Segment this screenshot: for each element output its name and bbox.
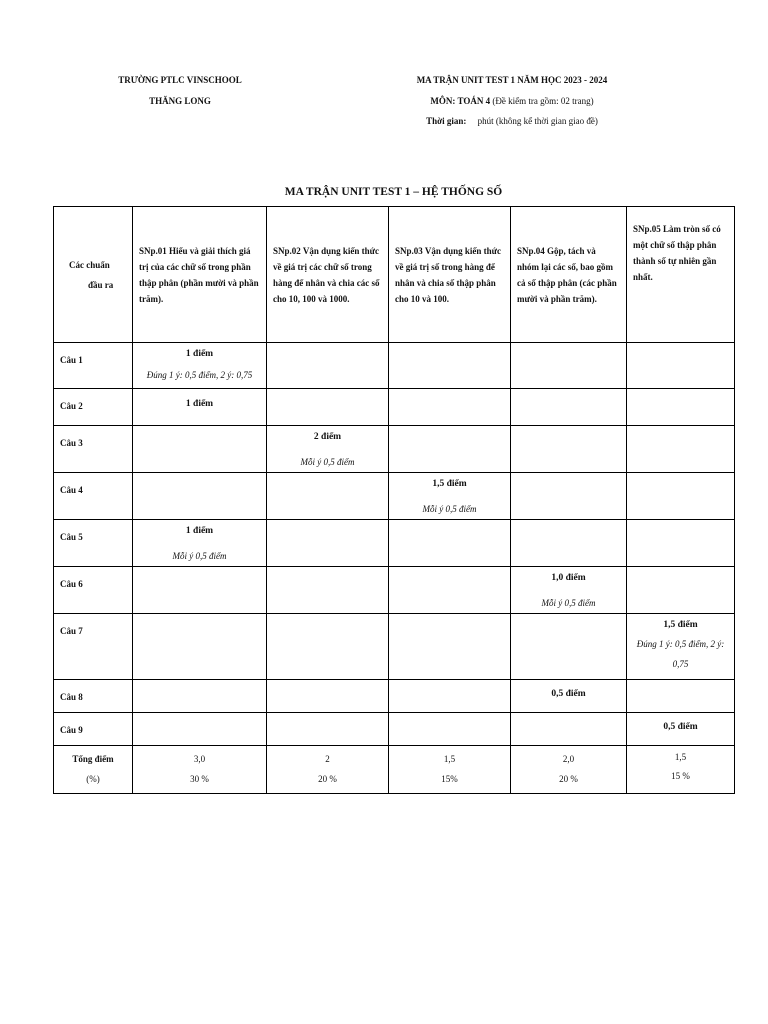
time-note: phút (không kể thời gian giao đề): [477, 116, 598, 126]
points-text: 0,5 điểm: [551, 689, 586, 699]
matrix-body: [54, 343, 735, 746]
matrix-cell: [511, 426, 627, 473]
matrix-cell: [267, 567, 389, 614]
stub-header-line2: đầu ra: [88, 279, 114, 290]
table-header-row: [54, 207, 735, 343]
matrix-cell: [389, 520, 511, 567]
time-label: Thời gian:: [426, 116, 467, 126]
question-label: Câu 1: [54, 343, 133, 389]
matrix-cell: [133, 473, 267, 520]
exam-title: MA TRẬN UNIT TEST 1 NĂM HỌC 2023 - 2024: [416, 75, 608, 85]
table-row: [54, 473, 735, 520]
total-percent: 20 %: [559, 774, 578, 784]
page-title: MA TRẬN UNIT TEST 1 – HỆ THỐNG SỐ: [284, 186, 503, 198]
total-cell-1: [133, 746, 267, 794]
matrix-cell: [627, 426, 735, 473]
matrix-cell: [389, 473, 511, 520]
matrix-cell: [267, 389, 389, 426]
scoring-note: Đúng 1 ý: 0,5 điểm, 2 ý: 0,75: [636, 639, 725, 669]
table-row: [54, 680, 735, 713]
total-score: 1,5: [443, 754, 456, 764]
matrix-cell: [133, 389, 267, 426]
scoring-note: Mỗi ý 0,5 điểm: [422, 504, 477, 514]
points-text: 0,5 điểm: [663, 722, 698, 732]
stub-header: [54, 207, 133, 343]
total-score: 3,0: [193, 754, 206, 764]
subject-note: (Đề kiểm tra gồm: 02 trang): [492, 96, 594, 106]
matrix-cell: [133, 343, 267, 389]
matrix-cell: [627, 389, 735, 426]
matrix-cell: [267, 713, 389, 746]
points-text: 1 điểm: [185, 399, 214, 409]
matrix-cell: [267, 520, 389, 567]
matrix-cell: [267, 680, 389, 713]
matrix-cell: [389, 426, 511, 473]
matrix-cell: [133, 680, 267, 713]
total-score: 2,0: [562, 754, 575, 764]
matrix-cell: [389, 389, 511, 426]
question-label: Câu 7: [54, 614, 133, 680]
standard-header-5: SNp.05 Làm tròn số có một chữ số thập phân thành số tự nhiên gần nhất.: [627, 207, 735, 343]
table-row: [54, 567, 735, 614]
matrix-cell: [511, 473, 627, 520]
matrix-cell: [267, 343, 389, 389]
assessment-matrix-table: [53, 206, 735, 794]
standard-header-2: SNp.02 Vận dụng kiến thức về giá trị các chữ số trong hàng để nhân và chia các số cho 10, 100 và 1000.: [267, 207, 389, 343]
question-label: Câu 9: [54, 713, 133, 746]
matrix-cell: [389, 614, 511, 680]
matrix-cell: [511, 343, 627, 389]
school-name-line1: TRƯỜNG PTLC VINSCHOOL: [118, 75, 242, 85]
matrix-cell: [389, 713, 511, 746]
matrix-cell: [389, 343, 511, 389]
matrix-cell: [627, 680, 735, 713]
total-percent: 15 %: [671, 771, 690, 781]
standard-header-3: SNp.03 Vận dụng kiến thức về giá trị số trong hàng để nhân và chia số thập phân cho 10 và 100.: [389, 207, 511, 343]
matrix-cell: [133, 520, 267, 567]
table-row: [54, 713, 735, 746]
matrix-cell: [511, 614, 627, 680]
table-row: [54, 343, 735, 389]
total-label-cell: [54, 746, 133, 794]
matrix-cell: [133, 426, 267, 473]
points-text: 1 điểm: [185, 349, 214, 359]
subject-line: [400, 95, 624, 107]
total-percent-label: (%): [86, 774, 100, 784]
question-label: Câu 8: [54, 680, 133, 713]
stub-header-line1: Các chuẩn: [69, 259, 110, 270]
total-score: 2: [325, 754, 330, 764]
question-label: Câu 4: [54, 473, 133, 520]
matrix-cell: [511, 520, 627, 567]
matrix-cell: [133, 614, 267, 680]
matrix-cell: [267, 473, 389, 520]
question-label: Câu 2: [54, 389, 133, 426]
points-text: 1,5 điểm: [663, 620, 698, 630]
total-cell-5: [627, 746, 735, 794]
school-name-line2: THĂNG LONG: [149, 96, 211, 106]
table-row: [54, 614, 735, 680]
time-line: [400, 115, 624, 127]
total-label: Tổng điểm: [72, 754, 114, 764]
matrix-cell: [267, 426, 389, 473]
total-cell-4: [511, 746, 627, 794]
total-percent: 20 %: [318, 774, 337, 784]
scoring-note: Đúng 1 ý: 0,5 điểm, 2 ý: 0,75: [146, 370, 253, 380]
standard-header-1: SNp.01 Hiểu và giải thích giá trị của các chữ số trong phần thập phân (phần mười và phần trăm).: [133, 207, 267, 343]
question-label: Câu 5: [54, 520, 133, 567]
matrix-cell: [627, 713, 735, 746]
points-text: 1 điểm: [185, 526, 214, 536]
total-cell-2: [267, 746, 389, 794]
matrix-cell: [627, 343, 735, 389]
matrix-cell: [389, 567, 511, 614]
total-percent: 30 %: [190, 774, 209, 784]
matrix-cell: [627, 473, 735, 520]
matrix-cell: [511, 680, 627, 713]
total-percent: 15%: [441, 774, 458, 784]
matrix-cell: [267, 614, 389, 680]
table-row: [54, 520, 735, 567]
matrix-cell: [511, 389, 627, 426]
total-cell-3: [389, 746, 511, 794]
question-label: Câu 6: [54, 567, 133, 614]
exam-info-block: [400, 74, 624, 127]
matrix-cell: [133, 713, 267, 746]
matrix-cell: [133, 567, 267, 614]
question-label: Câu 3: [54, 426, 133, 473]
total-row: [54, 746, 735, 794]
subject-label: MÔN: TOÁN 4: [430, 96, 491, 106]
matrix-cell: [627, 520, 735, 567]
matrix-cell: [511, 567, 627, 614]
school-name-block: [110, 74, 250, 107]
points-text: 1,0 điểm: [551, 573, 586, 583]
matrix-cell: [389, 680, 511, 713]
points-text: 2 điểm: [313, 432, 342, 442]
matrix-cell: [627, 614, 735, 680]
table-row: [54, 426, 735, 473]
standard-header-4: SNp.04 Gộp, tách và nhóm lại các số, bao gồm cả số thập phân (các phần mười và phần trăm).: [511, 207, 627, 343]
scoring-note: Mỗi ý 0,5 điểm: [300, 457, 355, 467]
scoring-note: Mỗi ý 0,5 điểm: [172, 551, 227, 561]
matrix-cell: [627, 567, 735, 614]
scoring-note: Mỗi ý 0,5 điểm: [541, 598, 596, 608]
points-text: 1,5 điểm: [432, 479, 467, 489]
table-row: [54, 389, 735, 426]
matrix-cell: [511, 713, 627, 746]
total-score: 1,5: [674, 752, 687, 762]
